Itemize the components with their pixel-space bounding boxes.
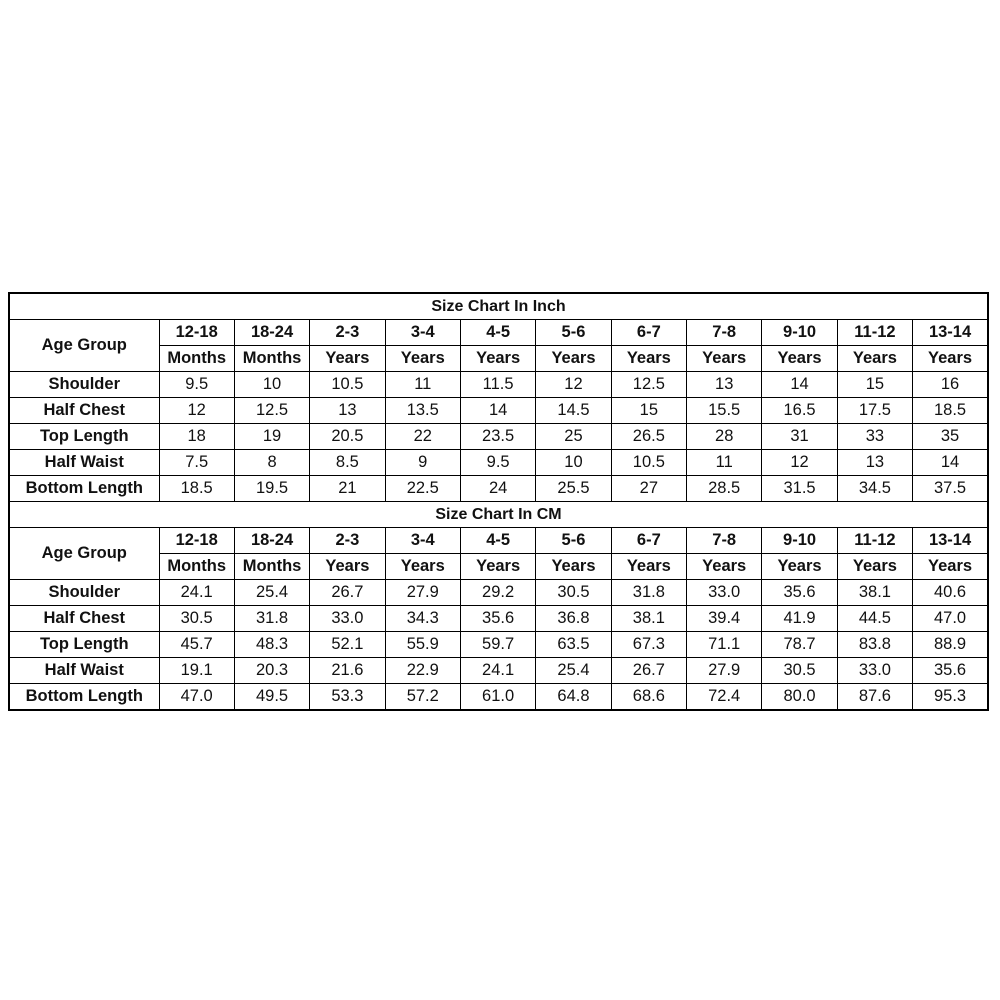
- age-group-range: 12-18: [159, 528, 234, 554]
- measurement-value: 21: [310, 476, 385, 502]
- measurement-value: 22.5: [385, 476, 460, 502]
- measurement-value: 35.6: [913, 658, 988, 684]
- measurement-value: 88.9: [913, 632, 988, 658]
- measurement-value: 67.3: [611, 632, 686, 658]
- measurement-value: 16: [913, 372, 988, 398]
- measurement-value: 37.5: [913, 476, 988, 502]
- measurement-value: 27.9: [385, 580, 460, 606]
- measurement-value: 39.4: [687, 606, 762, 632]
- measurement-value: 12: [762, 450, 837, 476]
- table-row: [9, 658, 988, 684]
- measurement-value: 25: [536, 424, 611, 450]
- section-title-row: [9, 293, 988, 320]
- measurement-value: 14.5: [536, 398, 611, 424]
- measurement-value: 11: [385, 372, 460, 398]
- measurement-label: Half Waist: [9, 450, 159, 476]
- measurement-value: 45.7: [159, 632, 234, 658]
- age-group-range: 6-7: [611, 528, 686, 554]
- measurement-label: Bottom Length: [9, 476, 159, 502]
- measurement-value: 25.4: [234, 580, 309, 606]
- measurement-value: 53.3: [310, 684, 385, 711]
- age-group-range: 13-14: [913, 320, 988, 346]
- age-group-unit: Years: [536, 554, 611, 580]
- age-group-unit: Years: [762, 554, 837, 580]
- age-group-unit: Years: [687, 554, 762, 580]
- measurement-value: 13: [687, 372, 762, 398]
- measurement-value: 23.5: [460, 424, 535, 450]
- age-group-range: 13-14: [913, 528, 988, 554]
- measurement-value: 44.5: [837, 606, 912, 632]
- measurement-value: 19: [234, 424, 309, 450]
- table-row: [9, 684, 988, 711]
- age-group-unit: Years: [837, 346, 912, 372]
- age-group-range: 9-10: [762, 320, 837, 346]
- age-group-range: 11-12: [837, 320, 912, 346]
- measurement-value: 24.1: [460, 658, 535, 684]
- age-group-range: 7-8: [687, 320, 762, 346]
- measurement-value: 57.2: [385, 684, 460, 711]
- measurement-value: 33.0: [310, 606, 385, 632]
- measurement-value: 38.1: [837, 580, 912, 606]
- age-group-unit: Years: [385, 554, 460, 580]
- measurement-value: 14: [762, 372, 837, 398]
- measurement-value: 22: [385, 424, 460, 450]
- measurement-value: 71.1: [687, 632, 762, 658]
- table-row: [9, 632, 988, 658]
- measurement-value: 8.5: [310, 450, 385, 476]
- age-group-range: 2-3: [310, 528, 385, 554]
- measurement-value: 20.3: [234, 658, 309, 684]
- age-group-unit: Months: [234, 554, 309, 580]
- age-group-range: 4-5: [460, 528, 535, 554]
- age-group-unit: Years: [837, 554, 912, 580]
- measurement-value: 64.8: [536, 684, 611, 711]
- measurement-value: 38.1: [611, 606, 686, 632]
- age-group-label: Age Group: [9, 528, 159, 580]
- age-group-header-row: [9, 320, 988, 346]
- measurement-value: 63.5: [536, 632, 611, 658]
- measurement-value: 26.7: [611, 658, 686, 684]
- age-group-unit: Years: [611, 346, 686, 372]
- measurement-value: 26.7: [310, 580, 385, 606]
- measurement-label: Shoulder: [9, 372, 159, 398]
- measurement-value: 10.5: [611, 450, 686, 476]
- age-group-unit: Years: [611, 554, 686, 580]
- measurement-value: 18.5: [159, 476, 234, 502]
- measurement-value: 13: [310, 398, 385, 424]
- measurement-value: 10: [536, 450, 611, 476]
- measurement-value: 9.5: [159, 372, 234, 398]
- age-group-range: 11-12: [837, 528, 912, 554]
- measurement-value: 30.5: [762, 658, 837, 684]
- measurement-value: 17.5: [837, 398, 912, 424]
- age-group-unit: Years: [913, 554, 988, 580]
- age-group-range: 5-6: [536, 528, 611, 554]
- age-group-range: 6-7: [611, 320, 686, 346]
- measurement-value: 61.0: [460, 684, 535, 711]
- measurement-value: 10.5: [310, 372, 385, 398]
- measurement-value: 35.6: [460, 606, 535, 632]
- table-row: [9, 398, 988, 424]
- measurement-value: 49.5: [234, 684, 309, 711]
- measurement-value: 72.4: [687, 684, 762, 711]
- age-group-unit: Months: [234, 346, 309, 372]
- age-group-range: 5-6: [536, 320, 611, 346]
- measurement-value: 21.6: [310, 658, 385, 684]
- age-group-range: 18-24: [234, 320, 309, 346]
- measurement-label: Half Chest: [9, 606, 159, 632]
- table-row: [9, 606, 988, 632]
- measurement-label: Half Waist: [9, 658, 159, 684]
- section-title: Size Chart In Inch: [9, 293, 988, 320]
- measurement-value: 47.0: [913, 606, 988, 632]
- table-row: [9, 476, 988, 502]
- measurement-value: 78.7: [762, 632, 837, 658]
- measurement-value: 52.1: [310, 632, 385, 658]
- measurement-label: Bottom Length: [9, 684, 159, 711]
- age-group-range: 3-4: [385, 320, 460, 346]
- measurement-label: Half Chest: [9, 398, 159, 424]
- measurement-value: 15: [611, 398, 686, 424]
- age-group-unit: Years: [310, 554, 385, 580]
- measurement-value: 7.5: [159, 450, 234, 476]
- measurement-value: 34.5: [837, 476, 912, 502]
- measurement-value: 31.8: [234, 606, 309, 632]
- measurement-value: 14: [913, 450, 988, 476]
- size-chart-table: [8, 292, 989, 711]
- measurement-value: 11.5: [460, 372, 535, 398]
- age-group-unit: Years: [536, 346, 611, 372]
- measurement-value: 18.5: [913, 398, 988, 424]
- age-group-unit: Years: [385, 346, 460, 372]
- measurement-label: Shoulder: [9, 580, 159, 606]
- measurement-value: 22.9: [385, 658, 460, 684]
- table-row: [9, 424, 988, 450]
- measurement-value: 30.5: [536, 580, 611, 606]
- measurement-value: 19.5: [234, 476, 309, 502]
- measurement-value: 14: [460, 398, 535, 424]
- measurement-value: 68.6: [611, 684, 686, 711]
- age-group-unit: Years: [310, 346, 385, 372]
- measurement-value: 18: [159, 424, 234, 450]
- age-group-range: 18-24: [234, 528, 309, 554]
- table-row: [9, 450, 988, 476]
- measurement-value: 11: [687, 450, 762, 476]
- measurement-value: 28: [687, 424, 762, 450]
- measurement-value: 26.5: [611, 424, 686, 450]
- measurement-value: 83.8: [837, 632, 912, 658]
- measurement-value: 24: [460, 476, 535, 502]
- section-title-row: [9, 502, 988, 528]
- measurement-value: 29.2: [460, 580, 535, 606]
- measurement-value: 59.7: [460, 632, 535, 658]
- age-group-range: 9-10: [762, 528, 837, 554]
- table-row: [9, 372, 988, 398]
- measurement-value: 9: [385, 450, 460, 476]
- measurement-value: 35: [913, 424, 988, 450]
- measurement-value: 13.5: [385, 398, 460, 424]
- measurement-value: 13: [837, 450, 912, 476]
- measurement-label: Top Length: [9, 424, 159, 450]
- measurement-value: 12: [536, 372, 611, 398]
- age-group-label: Age Group: [9, 320, 159, 372]
- measurement-value: 12.5: [234, 398, 309, 424]
- measurement-value: 47.0: [159, 684, 234, 711]
- measurement-value: 25.5: [536, 476, 611, 502]
- measurement-value: 31.8: [611, 580, 686, 606]
- measurement-value: 16.5: [762, 398, 837, 424]
- measurement-value: 27: [611, 476, 686, 502]
- measurement-value: 48.3: [234, 632, 309, 658]
- measurement-value: 15: [837, 372, 912, 398]
- age-group-range: 3-4: [385, 528, 460, 554]
- age-group-unit: Years: [460, 554, 535, 580]
- measurement-value: 36.8: [536, 606, 611, 632]
- measurement-value: 80.0: [762, 684, 837, 711]
- measurement-value: 33.0: [687, 580, 762, 606]
- measurement-value: 95.3: [913, 684, 988, 711]
- measurement-value: 33.0: [837, 658, 912, 684]
- measurement-value: 33: [837, 424, 912, 450]
- age-group-range: 7-8: [687, 528, 762, 554]
- measurement-value: 31.5: [762, 476, 837, 502]
- measurement-value: 19.1: [159, 658, 234, 684]
- age-group-unit: Months: [159, 554, 234, 580]
- age-group-unit: Years: [687, 346, 762, 372]
- measurement-value: 34.3: [385, 606, 460, 632]
- measurement-value: 35.6: [762, 580, 837, 606]
- measurement-value: 28.5: [687, 476, 762, 502]
- measurement-value: 27.9: [687, 658, 762, 684]
- age-group-unit: Years: [460, 346, 535, 372]
- measurement-value: 87.6: [837, 684, 912, 711]
- age-group-unit: Years: [762, 346, 837, 372]
- age-group-range: 4-5: [460, 320, 535, 346]
- measurement-value: 10: [234, 372, 309, 398]
- measurement-value: 24.1: [159, 580, 234, 606]
- section-title: Size Chart In CM: [9, 502, 988, 528]
- measurement-value: 9.5: [460, 450, 535, 476]
- age-group-unit: Months: [159, 346, 234, 372]
- table-row: [9, 580, 988, 606]
- measurement-value: 8: [234, 450, 309, 476]
- age-group-header-row: [9, 528, 988, 554]
- measurement-value: 25.4: [536, 658, 611, 684]
- measurement-label: Top Length: [9, 632, 159, 658]
- age-group-range: 12-18: [159, 320, 234, 346]
- size-chart-body: [9, 293, 988, 710]
- measurement-value: 30.5: [159, 606, 234, 632]
- measurement-value: 15.5: [687, 398, 762, 424]
- measurement-value: 20.5: [310, 424, 385, 450]
- measurement-value: 12: [159, 398, 234, 424]
- measurement-value: 12.5: [611, 372, 686, 398]
- age-group-unit: Years: [913, 346, 988, 372]
- measurement-value: 40.6: [913, 580, 988, 606]
- measurement-value: 31: [762, 424, 837, 450]
- measurement-value: 55.9: [385, 632, 460, 658]
- age-group-range: 2-3: [310, 320, 385, 346]
- measurement-value: 41.9: [762, 606, 837, 632]
